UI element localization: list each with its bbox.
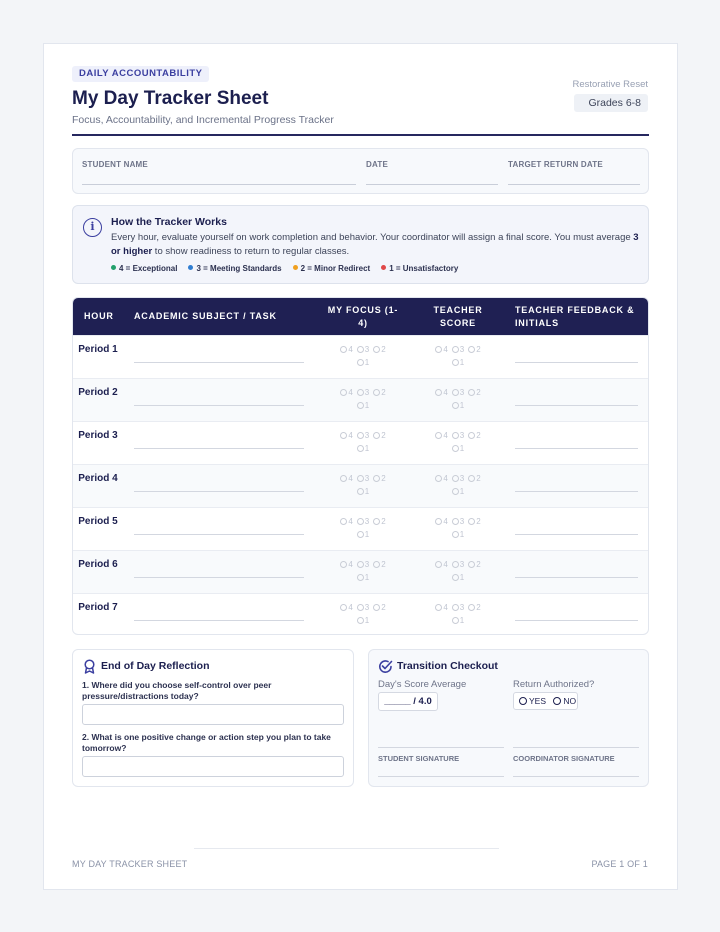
radio-circle-icon — [373, 604, 380, 611]
focus-score-option[interactable]: 4 — [340, 386, 352, 399]
focus-score-option[interactable]: 2 — [373, 558, 385, 571]
teacher-score-option[interactable]: 1 — [452, 571, 464, 584]
focus-score-option[interactable]: 4 — [340, 343, 352, 356]
radio-circle-icon — [357, 475, 364, 482]
radio-circle-icon — [373, 475, 380, 482]
radio-circle-icon — [373, 561, 380, 568]
focus-score-option[interactable]: 3 — [357, 515, 369, 528]
radio-circle-icon — [468, 432, 475, 439]
focus-score-option[interactable]: 1 — [357, 485, 369, 498]
category-badge: DAILY ACCOUNTABILITY — [72, 66, 209, 82]
legend-dot-icon — [381, 265, 386, 270]
program-name: Restorative Reset — [572, 79, 648, 90]
header-teacher-score: TEACHER SCORE — [433, 304, 483, 328]
table-row — [73, 550, 649, 593]
student-signature-line[interactable] — [378, 776, 504, 777]
period-label: Period 7 — [78, 602, 118, 613]
radio-circle-icon — [357, 531, 364, 538]
radio-circle-icon — [357, 617, 364, 624]
focus-score-option[interactable]: 4 — [340, 515, 352, 528]
student-signature-label: STUDENT SIGNATURE — [378, 754, 460, 763]
radio-circle-icon — [373, 389, 380, 396]
focus-score-option[interactable]: 1 — [357, 399, 369, 412]
legend-dot-icon — [111, 265, 116, 270]
reflection-box — [72, 649, 354, 787]
footer-title: MY DAY TRACKER SHEET — [72, 859, 188, 869]
focus-score-option[interactable]: 1 — [357, 528, 369, 541]
radio-circle-icon — [452, 518, 459, 525]
coordinator-signature-line[interactable] — [513, 776, 639, 777]
no-radio-icon — [553, 697, 561, 705]
table-row — [73, 378, 649, 421]
radio-circle-icon — [340, 561, 347, 568]
return-authorized-options — [513, 692, 578, 710]
teacher-score-option[interactable]: 2 — [468, 601, 480, 614]
radio-circle-icon — [452, 445, 459, 452]
teacher-score-option[interactable]: 1 — [452, 528, 464, 541]
header-subject: ACADEMIC SUBJECT / TASK — [134, 311, 277, 321]
subject-task-field[interactable] — [134, 405, 304, 406]
teacher-feedback-field[interactable] — [515, 405, 638, 406]
yes-radio-icon — [519, 697, 527, 705]
radio-circle-icon — [452, 359, 459, 366]
teacher-score-option[interactable]: 1 — [452, 399, 464, 412]
radio-circle-icon — [452, 531, 459, 538]
teacher-score-option[interactable]: 2 — [468, 343, 480, 356]
teacher-score-option[interactable]: 2 — [468, 386, 480, 399]
no-option[interactable]: NO — [553, 696, 576, 706]
table-row — [73, 593, 649, 635]
teacher-score-option[interactable]: 3 — [452, 429, 464, 442]
focus-score-option[interactable]: 3 — [357, 558, 369, 571]
period-label: Period 4 — [78, 473, 118, 484]
radio-circle-icon — [468, 604, 475, 611]
grade-badge: Grades 6-8 — [574, 94, 648, 112]
radio-circle-icon — [452, 488, 459, 495]
radio-circle-icon — [373, 432, 380, 439]
period-label: Period 5 — [78, 516, 118, 527]
radio-circle-icon — [452, 561, 459, 568]
radio-circle-icon — [452, 389, 459, 396]
teacher-score-option[interactable]: 2 — [468, 429, 480, 442]
focus-score-option[interactable]: 1 — [357, 442, 369, 455]
teacher-score-option[interactable]: 3 — [452, 558, 464, 571]
teacher-score-option[interactable]: 3 — [452, 515, 464, 528]
radio-circle-icon — [357, 359, 364, 366]
focus-score-radio-group — [327, 386, 399, 412]
page-title: My Day Tracker Sheet — [72, 88, 269, 109]
focus-score-option[interactable]: 3 — [357, 343, 369, 356]
header-focus: MY FOCUS (1-4) — [327, 304, 399, 328]
header-feedback: TEACHER FEEDBACK & INITIALS — [515, 304, 635, 328]
focus-score-option[interactable]: 4 — [340, 472, 352, 485]
radio-circle-icon — [468, 561, 475, 568]
focus-score-radio-group — [327, 472, 399, 498]
page-number: PAGE 1 OF 1 — [591, 859, 648, 869]
radio-circle-icon — [435, 475, 442, 482]
radio-circle-icon — [468, 346, 475, 353]
coordinator-signature-label: COORDINATOR SIGNATURE — [513, 754, 615, 763]
table-row — [73, 507, 649, 550]
avg-label: Day's Score Average — [378, 679, 467, 690]
radio-circle-icon — [340, 475, 347, 482]
radio-circle-icon — [435, 346, 442, 353]
radio-circle-icon — [340, 346, 347, 353]
radio-circle-icon — [452, 402, 459, 409]
subject-task-field[interactable] — [134, 362, 304, 363]
teacher-score-radio-group — [422, 601, 494, 627]
student-info-box — [72, 148, 649, 194]
table-row — [73, 464, 649, 507]
student-name-label: STUDENT NAME — [82, 160, 148, 169]
radio-circle-icon — [357, 432, 364, 439]
teacher-score-option[interactable]: 4 — [435, 558, 447, 571]
tracker-sheet — [43, 43, 678, 890]
legend-item: 1 = Unsatisfactory — [381, 264, 458, 273]
subject-task-field[interactable] — [134, 620, 304, 621]
period-label: Period 6 — [78, 559, 118, 570]
radio-circle-icon — [452, 432, 459, 439]
radio-circle-icon — [373, 518, 380, 525]
header-hour: HOUR — [84, 311, 114, 321]
header-rule — [72, 134, 649, 136]
focus-score-radio-group — [327, 429, 399, 455]
radio-circle-icon — [452, 346, 459, 353]
student-name-field[interactable] — [82, 184, 356, 185]
focus-score-option[interactable]: 4 — [340, 429, 352, 442]
question-2: 2. What is one positive change or action step you plan to take tomorrow? — [82, 732, 331, 753]
focus-score-option[interactable]: 3 — [357, 429, 369, 442]
radio-circle-icon — [357, 389, 364, 396]
subject-task-field[interactable] — [134, 491, 304, 492]
teacher-score-option[interactable]: 2 — [468, 515, 480, 528]
teacher-score-option[interactable]: 4 — [435, 472, 447, 485]
student-sig-top-line — [378, 747, 504, 748]
radio-circle-icon — [373, 346, 380, 353]
radio-circle-icon — [435, 389, 442, 396]
teacher-feedback-field[interactable] — [515, 577, 638, 578]
teacher-score-option[interactable]: 4 — [435, 386, 447, 399]
teacher-score-radio-group — [422, 429, 494, 455]
radio-circle-icon — [357, 445, 364, 452]
teacher-score-radio-group — [422, 343, 494, 369]
date-field[interactable] — [366, 184, 498, 185]
radio-circle-icon — [357, 402, 364, 409]
focus-score-option[interactable]: 2 — [373, 601, 385, 614]
subject-task-field[interactable] — [134, 448, 304, 449]
teacher-score-option[interactable]: 1 — [452, 356, 464, 369]
focus-score-option[interactable]: 2 — [373, 515, 385, 528]
teacher-score-option[interactable]: 1 — [452, 442, 464, 455]
teacher-feedback-field[interactable] — [515, 620, 638, 621]
teacher-score-radio-group — [422, 386, 494, 412]
answer-2-input[interactable] — [82, 756, 344, 777]
radio-circle-icon — [357, 488, 364, 495]
how-it-works-box — [72, 205, 649, 284]
teacher-score-option[interactable]: 1 — [452, 485, 464, 498]
focus-score-option[interactable]: 4 — [340, 601, 352, 614]
info-icon: i — [83, 218, 102, 237]
check-circle-icon — [378, 659, 393, 674]
legend-dot-icon — [293, 265, 298, 270]
legend-item: 3 = Meeting Standards — [188, 264, 281, 273]
focus-score-option[interactable]: 3 — [357, 386, 369, 399]
focus-score-option[interactable]: 2 — [373, 472, 385, 485]
radio-circle-icon — [452, 604, 459, 611]
subject-task-field[interactable] — [134, 577, 304, 578]
teacher-score-option[interactable]: 3 — [452, 386, 464, 399]
radio-circle-icon — [340, 604, 347, 611]
checkout-box — [368, 649, 649, 787]
legend-dot-icon — [188, 265, 193, 270]
focus-score-option[interactable]: 2 — [373, 386, 385, 399]
focus-score-radio-group — [327, 343, 399, 369]
coord-sig-top-line — [513, 747, 639, 748]
hourly-tracker-table — [72, 297, 649, 635]
ribbon-icon — [83, 659, 96, 674]
radio-circle-icon — [357, 518, 364, 525]
footer-divider — [194, 848, 499, 849]
radio-circle-icon — [357, 604, 364, 611]
focus-score-option[interactable]: 1 — [357, 571, 369, 584]
radio-circle-icon — [357, 346, 364, 353]
radio-circle-icon — [435, 561, 442, 568]
radio-circle-icon — [435, 432, 442, 439]
page-subtitle: Focus, Accountability, and Incremental Progress Tracker — [72, 114, 334, 126]
radio-circle-icon — [357, 574, 364, 581]
teacher-score-option[interactable]: 4 — [435, 515, 447, 528]
period-label: Period 1 — [78, 344, 118, 355]
teacher-feedback-field[interactable] — [515, 491, 638, 492]
score-average-field[interactable]: _____ / 4.0 — [378, 692, 438, 711]
return-label: Return Authorized? — [513, 679, 595, 690]
radio-circle-icon — [340, 389, 347, 396]
teacher-score-radio-group — [422, 515, 494, 541]
focus-score-option[interactable]: 1 — [357, 614, 369, 627]
teacher-score-option[interactable]: 2 — [468, 472, 480, 485]
teacher-score-option[interactable]: 4 — [435, 343, 447, 356]
teacher-score-option[interactable]: 3 — [452, 343, 464, 356]
teacher-feedback-field[interactable] — [515, 362, 638, 363]
radio-circle-icon — [340, 432, 347, 439]
radio-circle-icon — [468, 518, 475, 525]
score-legend — [111, 264, 458, 273]
target-return-date-field[interactable] — [508, 184, 640, 185]
radio-circle-icon — [452, 475, 459, 482]
target-return-date-label: TARGET RETURN DATE — [508, 160, 603, 169]
teacher-score-radio-group — [422, 472, 494, 498]
period-label: Period 3 — [78, 430, 118, 441]
radio-circle-icon — [468, 475, 475, 482]
teacher-score-option[interactable]: 2 — [468, 558, 480, 571]
date-label: DATE — [366, 160, 388, 169]
focus-score-option[interactable]: 3 — [357, 472, 369, 485]
yes-option[interactable]: YES — [519, 696, 546, 706]
legend-item: 2 = Minor Redirect — [293, 264, 371, 273]
table-header — [73, 298, 649, 335]
focus-score-option[interactable]: 3 — [357, 601, 369, 614]
teacher-score-radio-group — [422, 558, 494, 584]
focus-score-radio-group — [327, 515, 399, 541]
table-row — [73, 335, 649, 378]
teacher-score-option[interactable]: 4 — [435, 601, 447, 614]
teacher-score-option[interactable]: 3 — [452, 472, 464, 485]
legend-item: 4 = Exceptional — [111, 264, 177, 273]
table-row — [73, 421, 649, 464]
radio-circle-icon — [452, 574, 459, 581]
radio-circle-icon — [340, 518, 347, 525]
reflection-title: End of Day Reflection — [101, 660, 210, 672]
teacher-feedback-field[interactable] — [515, 448, 638, 449]
focus-score-radio-group — [327, 558, 399, 584]
teacher-score-option[interactable]: 3 — [452, 601, 464, 614]
how-title: How the Tracker Works — [111, 216, 227, 228]
focus-score-option[interactable]: 2 — [373, 429, 385, 442]
period-label: Period 2 — [78, 387, 118, 398]
subject-task-field[interactable] — [134, 534, 304, 535]
teacher-score-option[interactable]: 4 — [435, 429, 447, 442]
radio-circle-icon — [357, 561, 364, 568]
radio-circle-icon — [435, 604, 442, 611]
teacher-feedback-field[interactable] — [515, 534, 638, 535]
answer-1-input[interactable] — [82, 704, 344, 725]
focus-score-radio-group — [327, 601, 399, 627]
focus-score-option[interactable]: 1 — [357, 356, 369, 369]
how-description: Every hour, evaluate yourself on work completion and behavior. Your coordinator will assign a final score. You must average 3 or higher to show readiness to return to regular classes. — [111, 232, 639, 257]
checkout-title: Transition Checkout — [397, 660, 498, 672]
focus-score-option[interactable]: 4 — [340, 558, 352, 571]
radio-circle-icon — [435, 518, 442, 525]
radio-circle-icon — [452, 617, 459, 624]
question-1: 1. Where did you choose self-control over peer pressure/distractions today? — [82, 680, 272, 701]
focus-score-option[interactable]: 2 — [373, 343, 385, 356]
radio-circle-icon — [468, 389, 475, 396]
teacher-score-option[interactable]: 1 — [452, 614, 464, 627]
